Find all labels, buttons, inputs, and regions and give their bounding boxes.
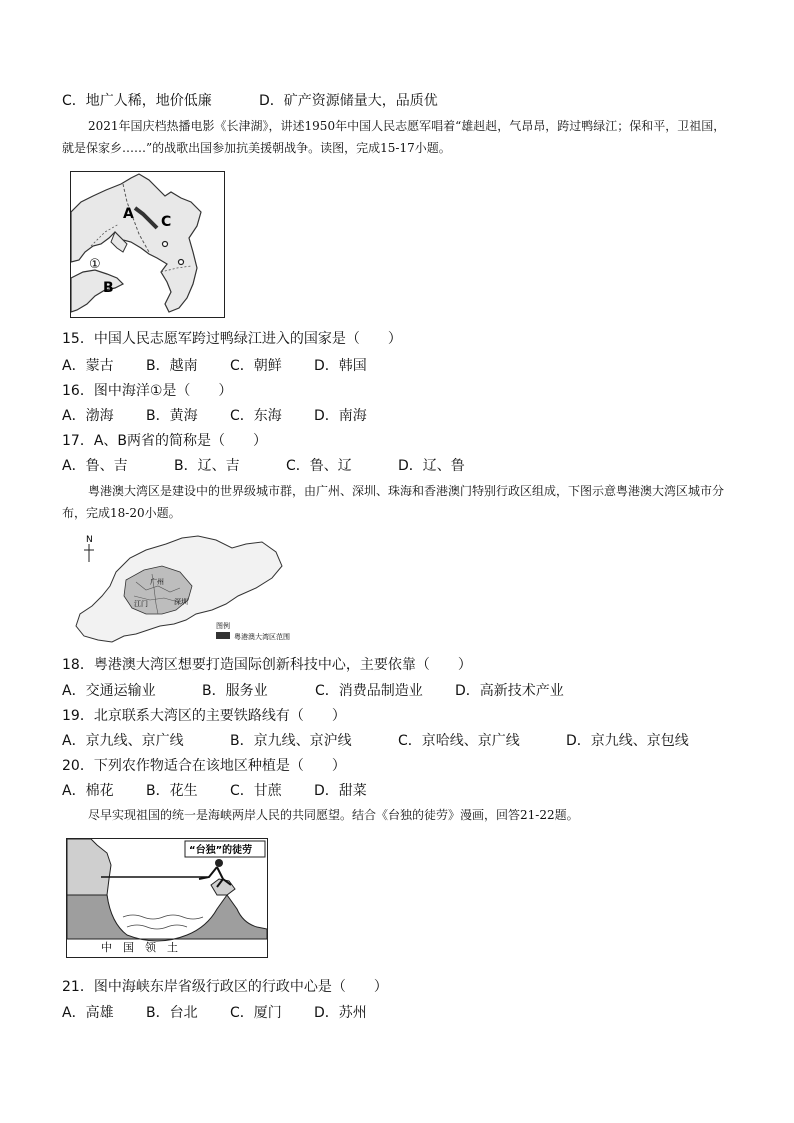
q16-option-b: B．黄海	[146, 408, 198, 424]
map-label-c: C	[161, 214, 172, 230]
question-21: 21．图中海峡东岸省级行政区的行政中心是（ ）	[62, 979, 388, 995]
q16-option-a: A．渤海	[62, 408, 114, 424]
q18-option-a: A．交通运输业	[62, 683, 156, 699]
q16-option-d: D．南海	[314, 408, 367, 424]
legend-swatch	[216, 632, 230, 639]
question-18: 18．粤港澳大湾区想要打造国际创新科技中心，主要依靠（ ）	[62, 657, 472, 673]
q21-option-a: A．高雄	[62, 1005, 114, 1021]
q21-option-d: D．苏州	[314, 1005, 367, 1021]
q20-option-c: C．甘蔗	[230, 783, 282, 799]
question-19: 19．北京联系大湾区的主要铁路线有（ ）	[62, 708, 346, 724]
q19-option-d: D．京九线、京包线	[566, 733, 689, 749]
passage-changjin-lake: 2021年国庆档热播电影《长津湖》，讲述1950年中国人民志愿军唱着“雄赳赳，气昂昂，跨过鸭绿江；保和平，卫祖国，就是保家乡……”的战歌出国参加抗美援朝战争。读图，完成15-17小题。	[62, 119, 726, 155]
north-label: N	[86, 535, 93, 545]
cartoon-taiwan-independence	[66, 838, 268, 958]
city-jiangmen: 江门	[134, 600, 148, 608]
q19-option-c: C．京哈线、京广线	[398, 733, 520, 749]
legend-item: 粤港澳大湾区范围	[234, 633, 290, 641]
q17-option-a: A．鲁、吉	[62, 458, 128, 474]
q18-option-d: D．高新技术产业	[455, 683, 564, 699]
option-d: D．矿产资源储量大，品质优	[259, 93, 438, 109]
q17-option-c: C．鲁、辽	[286, 458, 352, 474]
option-c: C．地广人稀，地价低廉	[62, 93, 212, 109]
q18-option-c: C．消费品制造业	[315, 683, 423, 699]
map-korean-peninsula	[70, 171, 225, 318]
question-16: 16．图中海洋①是（ ）	[62, 383, 233, 399]
q21-option-b: B．台北	[146, 1005, 198, 1021]
q18-option-b: B．服务业	[202, 683, 268, 699]
map-greater-bay-area	[66, 530, 306, 646]
question-15: 15．中国人民志愿军跨过鸭绿江进入的国家是（ ）	[62, 331, 402, 347]
map-label-a: A	[123, 206, 134, 222]
q20-option-b: B．花生	[146, 783, 198, 799]
q19-option-a: A．京九线、京广线	[62, 733, 184, 749]
q15-option-d: D．韩国	[314, 358, 367, 374]
q20-option-d: D．甜菜	[314, 783, 367, 799]
question-17: 17．A、B两省的简称是（ ）	[62, 433, 267, 449]
city-guangzhou: 广州	[150, 578, 164, 586]
cartoon-caption: 中 国 领 土	[101, 941, 178, 954]
city-shenzhen: 深圳	[174, 598, 188, 606]
cartoon-title: “台独”的徒劳	[189, 845, 253, 856]
passage-greater-bay-area: 粤港澳大湾区是建设中的世界级城市群，由广州、深圳、珠海和香港澳门特别行政区组成，下图示意粤港澳大湾区城市分布，完成18-20小题。	[62, 484, 725, 520]
legend-title: 图例	[216, 622, 230, 630]
q19-option-b: B．京九线、京沪线	[230, 733, 352, 749]
map-label-sea: ①	[89, 257, 101, 272]
map-label-b: B	[103, 280, 114, 296]
q15-option-b: B．越南	[146, 358, 198, 374]
q20-option-a: A．棉花	[62, 783, 114, 799]
q21-option-c: C．厦门	[230, 1005, 282, 1021]
question-20: 20．下列农作物适合在该地区种植是（ ）	[62, 758, 346, 774]
q15-option-a: A．蒙古	[62, 358, 114, 374]
q15-option-c: C．朝鲜	[230, 358, 282, 374]
q16-option-c: C．东海	[230, 408, 282, 424]
q17-option-b: B．辽、吉	[174, 458, 240, 474]
passage-reunification: 尽早实现祖国的统一是海峡两岸人民的共同愿望。结合《台独的徒劳》漫画，回答21-22题。	[88, 808, 579, 822]
q17-option-d: D．辽、鲁	[398, 458, 465, 474]
